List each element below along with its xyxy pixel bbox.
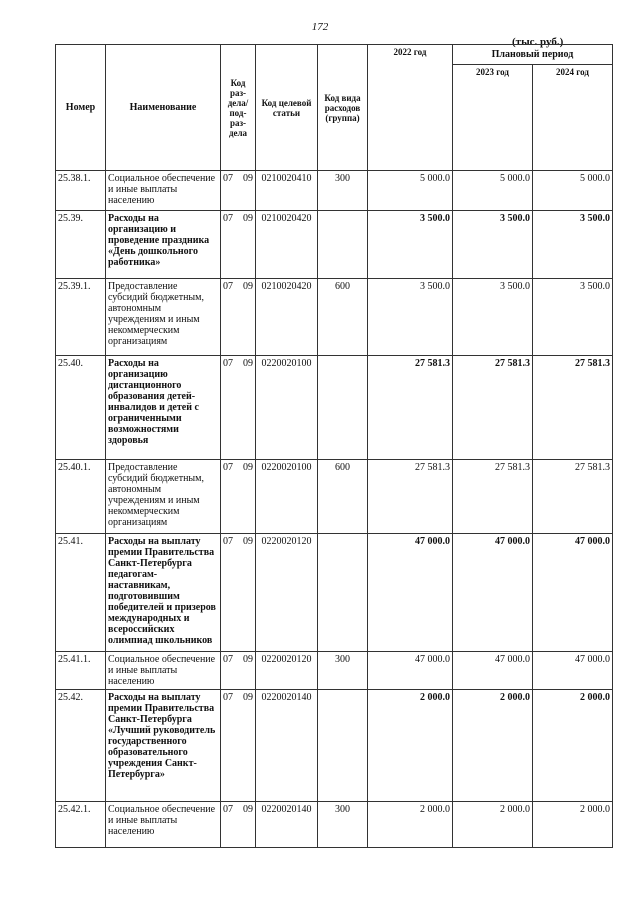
row-value-2023: 47 000.0 <box>453 652 533 690</box>
row-value-2024: 2 000.0 <box>533 690 613 802</box>
row-expense-type <box>318 534 368 652</box>
row-value-2022: 3 500.0 <box>368 279 453 356</box>
row-name: Предоставление субсидий бюджетным, автономным учреждениям и иным некоммерческим организациям <box>106 279 221 356</box>
row-name: Социальное обеспечение и иные выплаты населению <box>106 652 221 690</box>
row-value-2023: 2 000.0 <box>453 690 533 802</box>
row-value-2024: 3 500.0 <box>533 211 613 279</box>
subsection-code: 09 <box>243 804 253 815</box>
header-expense-type: Код вида расходов (группа) <box>318 45 368 171</box>
row-value-2022: 27 581.3 <box>368 356 453 460</box>
row-value-2023: 3 500.0 <box>453 279 533 356</box>
header-2024: 2024 год <box>533 65 613 171</box>
row-name: Предоставление субсидий бюджетным, автономным учреждениям и иным некоммерческим организациям <box>106 460 221 534</box>
table-row <box>56 690 613 802</box>
row-section-code <box>221 279 256 356</box>
row-section-code <box>221 211 256 279</box>
row-value-2023: 5 000.0 <box>453 171 533 211</box>
subsection-code: 09 <box>243 358 253 369</box>
row-number: 25.42.1. <box>56 802 106 848</box>
row-target-code: 0220020120 <box>256 534 318 652</box>
row-value-2024: 2 000.0 <box>533 802 613 848</box>
section-code: 07 <box>223 654 233 665</box>
table-body <box>56 171 613 848</box>
budget-table <box>55 44 613 848</box>
header-name: Наименование <box>106 45 221 171</box>
row-name: Расходы на организацию дистанционного образования детей-инвалидов и детей с ограниченными возможностями здоровья <box>106 356 221 460</box>
row-expense-type: 600 <box>318 460 368 534</box>
row-value-2023: 27 581.3 <box>453 356 533 460</box>
row-section-code <box>221 460 256 534</box>
row-expense-type: 300 <box>318 171 368 211</box>
table-row <box>56 460 613 534</box>
page-number: 172 <box>311 21 329 33</box>
header-target-code: Код целевой статьи <box>256 45 318 171</box>
row-number: 25.41.1. <box>56 652 106 690</box>
row-target-code: 0220020140 <box>256 802 318 848</box>
row-value-2024: 27 581.3 <box>533 356 613 460</box>
row-name: Социальное обеспечение и иные выплаты населению <box>106 802 221 848</box>
section-code: 07 <box>223 358 233 369</box>
subsection-code: 09 <box>243 462 253 473</box>
row-name: Расходы на выплату премии Правительства Санкт-Петербурга педагогам-наставникам, подготовившим победителей и призеров международных и всероссийских олимпиад школьников <box>106 534 221 652</box>
row-name: Социальное обеспечение и иные выплаты населению <box>106 171 221 211</box>
table-row <box>56 802 613 848</box>
row-target-code: 0210020420 <box>256 211 318 279</box>
row-value-2023: 27 581.3 <box>453 460 533 534</box>
section-code: 07 <box>223 692 233 703</box>
header-2022: 2022 год <box>368 45 453 171</box>
subsection-code: 09 <box>243 281 253 292</box>
row-section-code <box>221 690 256 802</box>
section-code: 07 <box>223 281 233 292</box>
row-name: Расходы на выплату премии Правительства Санкт-Петербурга «Лучший руководитель государственного образовательного учреждения Санкт-Петербурга» <box>106 690 221 802</box>
subsection-code: 09 <box>243 173 253 184</box>
row-value-2022: 2 000.0 <box>368 802 453 848</box>
row-expense-type: 300 <box>318 802 368 848</box>
row-target-code: 0220020140 <box>256 690 318 802</box>
row-target-code: 0220020100 <box>256 356 318 460</box>
row-expense-type: 300 <box>318 652 368 690</box>
row-value-2022: 2 000.0 <box>368 690 453 802</box>
row-value-2024: 47 000.0 <box>533 652 613 690</box>
row-number: 25.39. <box>56 211 106 279</box>
row-section-code <box>221 171 256 211</box>
row-section-code <box>221 652 256 690</box>
row-value-2023: 47 000.0 <box>453 534 533 652</box>
row-target-code: 0220020100 <box>256 460 318 534</box>
subsection-code: 09 <box>243 654 253 665</box>
row-section-code <box>221 534 256 652</box>
subsection-code: 09 <box>243 692 253 703</box>
section-code: 07 <box>223 173 233 184</box>
row-expense-type <box>318 211 368 279</box>
table-row <box>56 534 613 652</box>
row-number: 25.39.1. <box>56 279 106 356</box>
row-number: 25.40.1. <box>56 460 106 534</box>
table-row <box>56 652 613 690</box>
row-value-2022: 27 581.3 <box>368 460 453 534</box>
section-code: 07 <box>223 804 233 815</box>
row-value-2024: 27 581.3 <box>533 460 613 534</box>
row-value-2023: 2 000.0 <box>453 802 533 848</box>
header-number: Номер <box>56 45 106 171</box>
row-number: 25.41. <box>56 534 106 652</box>
row-name: Расходы на организацию и проведение праздника «День дошкольного работника» <box>106 211 221 279</box>
row-value-2022: 47 000.0 <box>368 534 453 652</box>
table-row <box>56 211 613 279</box>
row-number: 25.38.1. <box>56 171 106 211</box>
row-value-2024: 5 000.0 <box>533 171 613 211</box>
row-value-2024: 47 000.0 <box>533 534 613 652</box>
subsection-code: 09 <box>243 536 253 547</box>
row-number: 25.40. <box>56 356 106 460</box>
section-code: 07 <box>223 536 233 547</box>
row-number: 25.42. <box>56 690 106 802</box>
header-2023: 2023 год <box>453 65 533 171</box>
row-target-code: 0210020410 <box>256 171 318 211</box>
section-code: 07 <box>223 213 233 224</box>
table-row <box>56 356 613 460</box>
row-value-2022: 3 500.0 <box>368 211 453 279</box>
table-row <box>56 171 613 211</box>
row-target-code: 0210020420 <box>256 279 318 356</box>
row-value-2023: 3 500.0 <box>453 211 533 279</box>
header-section-code: Код раз-дела/ под-раз-дела <box>221 45 256 171</box>
units-label: (тыс. руб.) <box>512 36 564 48</box>
row-value-2022: 47 000.0 <box>368 652 453 690</box>
row-value-2024: 3 500.0 <box>533 279 613 356</box>
subsection-code: 09 <box>243 213 253 224</box>
row-section-code <box>221 802 256 848</box>
row-expense-type: 600 <box>318 279 368 356</box>
header-planned-period: Плановый период <box>453 45 613 65</box>
row-target-code: 0220020120 <box>256 652 318 690</box>
row-expense-type <box>318 690 368 802</box>
row-section-code <box>221 356 256 460</box>
section-code: 07 <box>223 462 233 473</box>
row-expense-type <box>318 356 368 460</box>
table-row <box>56 279 613 356</box>
row-value-2022: 5 000.0 <box>368 171 453 211</box>
